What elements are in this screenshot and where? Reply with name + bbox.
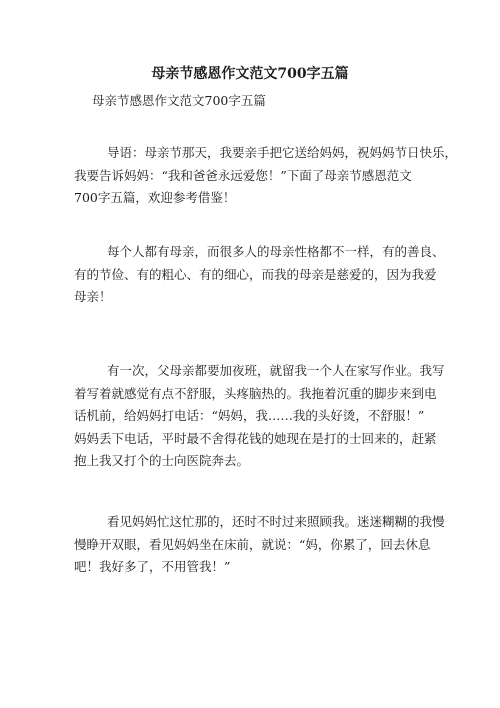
paragraph-line: 吧！我好多了，不用管我！” xyxy=(74,559,231,574)
paragraph-line: 慢睁开双眼，看见妈妈坐在床前，就说：“妈，你累了，回去休息 xyxy=(74,536,431,552)
paragraph-line: 每个人都有母亲，而很多人的母亲性格都不一样，有的善良、 xyxy=(107,244,445,259)
paragraph-line: 700字五篇，欢迎参考借鉴！ xyxy=(74,190,236,205)
paragraph-line: 我要告诉妈妈：“我和爸爸永远爱您！”下面了母亲节感恩范文 xyxy=(74,167,412,183)
paragraph-line: 妈妈丢下电话，平时最不舍得花钱的她现在是打的士回来的，赶紧 xyxy=(74,430,437,446)
document-subtitle: 母亲节感恩作文范文700字五篇 xyxy=(92,93,266,108)
paragraph-line: 导语：母亲节那天，我要亲手把它送给妈妈，祝妈妈节日快乐， xyxy=(107,145,458,160)
paragraph-line: 抱上我又打个的士向医院奔去。 xyxy=(74,453,250,468)
paragraph-line: 看见妈妈忙这忙那的，还时不时过来照顾我。迷迷糊糊的我慢 xyxy=(107,514,445,529)
paragraph-body xyxy=(74,360,444,473)
paragraph-line: 母亲！ xyxy=(74,289,112,304)
paragraph-line: 话机前，给妈妈打电话：“妈妈，我……我的头好烫，不舒服！” xyxy=(74,408,425,423)
paragraph-body xyxy=(74,511,444,579)
paragraph-introduction xyxy=(74,142,458,210)
paragraph-line: 有一次，父母亲都要加夜班，就留我一个人在家写作业。我写 xyxy=(107,363,445,378)
paragraph-line: 着写着就感觉有点不舒服，头疼脑热的。我拖着沉重的脚步来到电 xyxy=(74,385,437,401)
paragraph-line: 有的节俭、有的粗心、有的细心，而我的母亲是慈爱的，因为我爱 xyxy=(74,266,437,282)
paragraph-body xyxy=(74,241,444,309)
document-title: 母亲节感恩作文范文700字五篇 xyxy=(151,66,349,82)
